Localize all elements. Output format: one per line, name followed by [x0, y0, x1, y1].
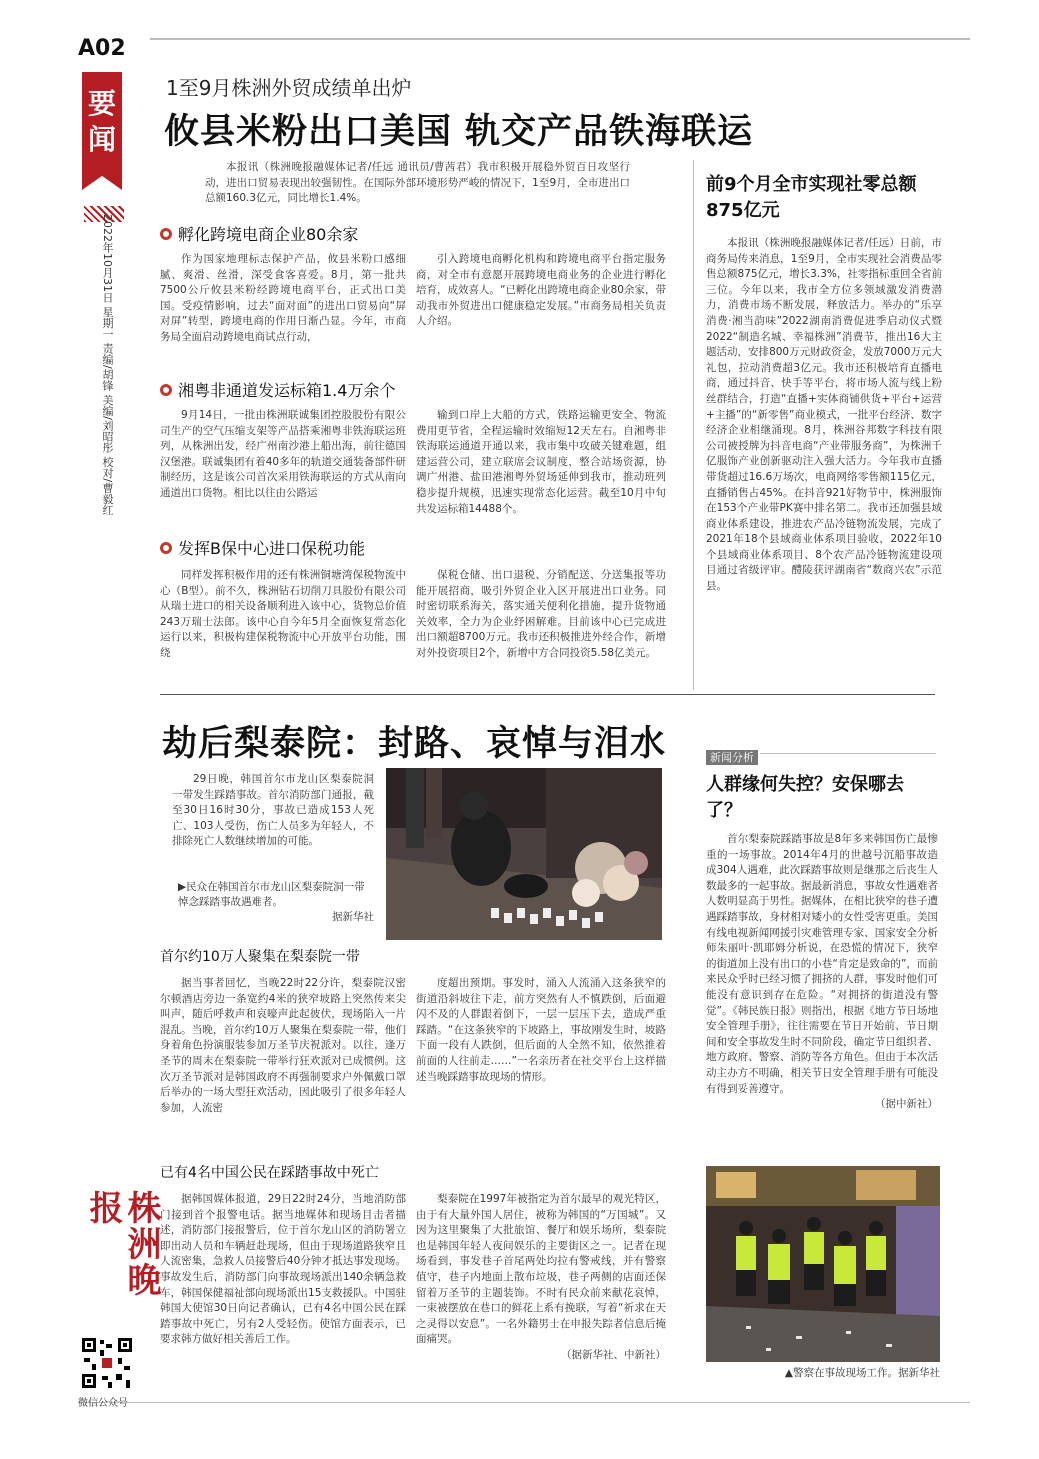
mourners-photo	[386, 768, 662, 940]
story1-subhead-2: 湘粤非通道发运标箱1.4万余个	[160, 378, 395, 401]
story1-sec1-col2: 引入跨境电商孵化机构和跨境电商平台指定服务商，对全市有意愿开展跨境电商业务的企业进行孵化培育，成效喜人。“已孵化出跨境电商企业80余家，带动我市外贸进出口健康稳定发展。”市商务局相关负责人介绍。	[416, 253, 666, 328]
story2-sec1-col1: 据当事者回忆，当晚22时22分许，梨泰院汉密尔顿酒店旁边一条宽约4米的狭窄坡路上突然传来尖叫声，随后呼救声和哀嚎声此起彼伏，现场陷入一片混乱。当晚，首尔约10万人聚集在梨泰院一带，他们身着角色扮演服装参加万圣节庆祝派对。以往，逢万圣节的周末在梨泰院一带举行狂欢派对已成惯例。这次万圣节派对是韩国政府不再强制要求户外佩戴口罩后举办的一场大型狂欢活动，因此吸引了很多年轻人参加，人流密	[160, 977, 406, 1114]
side2-body: 首尔梨泰院踩踏事故是8年多来韩国伤亡最惨重的一场事故。2014年4月的世越号沉船事故造成304人遇难，此次踩踏事故则是继那之后丧生人数最多的一起事故。据最新消息，事故女性遇难者人数明显高于男性。据媒体，在相比狭窄的巷子遭遇踩踏事故，身材相对矮小的女性受害更重。美国有线电视新闻网援引灾难管理专家、国家安全分析师朱丽叶·凯耶姆分析说，在恐慌的情况下，狭窄的街道加上没有出口的小巷“肯定是致命的”，而前来民众乎时已经习惯了拥挤的人群，事发时他们可能没有意识到存在危险。“对拥挤的街道没有警觉”。《韩民族日报》则指出，根据《地方节日场地安全管理手册》，往往需要在节日开始前、节日期间和安全事故发生时不同阶段，确定节日组织者、地方政府、警察、消防等各方角色。但由于本次活动主办方不明确，相关节日安全管理手册有可能没有得到妥善遵守。 （据中新社）	[706, 832, 938, 1113]
story2-subhead-2: 已有4名中国公民在踩踏事故中死亡	[160, 1165, 379, 1181]
story2-credit: （据新华社、中新社）	[561, 1348, 666, 1361]
story1-sec3-col2: 保税仓储、出口退税、分销配送、分送集报等功能开展招商，吸引外贸企业入区开展进出口业务。同时密切联系海关，落实通关便利化措施，提升货物通关效率，全力为企业纾困解难。目前该中心已完成进出口额超8700万元。我市还积极推进外经合作，新增对外投资项目2个，新增中方合同投资5.58亿美元。	[416, 569, 666, 659]
side2-photo-caption: ▲警察在事故现场工作。据新华社	[784, 1367, 940, 1379]
qr-code-icon[interactable]	[80, 1336, 134, 1390]
police-photo	[706, 1166, 940, 1362]
side1-body: 本报讯（株洲晚报融媒体记者/任远）日前，市商务局传来消息，1至9月，全市实现社会消费品零售总额875亿元，增长3.3%，社零指标重回全省前三位。今年以来，我市全方位多领域激发消费潜力，消费市场不断发展，释放活力。举办的“乐享消费·湘当韵味”2022湖南消费促进季启动仪式暨2022“制造名城、幸福株洲”消费节，推出16大主题活动，安排800万元财政资金，发放7000万元大礼包，拉动消费超3亿元。我市还积极培育直播电商，通过抖音、快手等平台，将市场人流与线上粉丝群结合，打造“直播+实体商铺供货+平台+运营+主播”的“新零售”商业模式，一批平台经济、数字经济企业相继涌现。8月，株洲谷邦数字科技有限公司被授牌为抖音电商“产业带服务商”，为株洲千亿服饰产业创新驱动注入强大活力。今年我市直播带货超过16.6万场次，电商网络零售额115亿元，直播销售占45%。在抖音921好物节中，株洲服饰在153个产业带PK赛中排名第二。我市还加强县域商业体系建设，推进农产品冷链物流发展，完成了2021年18个县域商业体系项目验收，2022年10个县域商业体系项目、8个农产品冷链物流建设项目通过省级评审。醴陵获评湖南省“数商兴农”示范县。	[706, 237, 942, 593]
story2-sec2-col2: 梨泰院在1997年被指定为首尔最早的观光特区，由于有大量外国人居住，被称为韩国的“万国城”。又因为这里聚集了大批旅馆、餐厅和娱乐场所，梨泰院也是韩国年轻人夜间娱乐的主要街区之一。记者在现场看到，事发巷子首尾两处均拉有警戒线，并有警察值守，巷子内地面上散布垃圾，巷子两侧的店面还保留着万圣节的主题装饰。不时有民众前来献花哀悼，一束被摆放在巷口的鲜花上系有挽联，写着“祈求在天之灵得以安息”。一名外籍男士在申报失踪者信息后掩面痛哭。 （据新华社、中新社）	[416, 1192, 666, 1364]
story2-sec2-col1: 据韩国媒体报道，29日22时24分，当地消防部门接到首个报警电话。据当地媒体和现场目击者描述，消防部门接报警后，位于首尔龙山区的消防署立即出动人员和车辆赶赴现场，但由于现场道路狭窄且人流密集，急救人员接警后40分钟才抵达事发现场。事故发生后，消防部门向事故现场派出140余辆急救车，韩国保健福祉部向现场派出15支救援队。中国驻韩国大使馆30日向记者确认，已有4名中国公民在踩踏事故中死亡，另有2人受轻伤。使馆方面表示，已要求韩方做好相关善后工作。	[160, 1193, 406, 1346]
story2-headline: 劫后梨泰院：封路、哀悼与泪水	[162, 724, 667, 764]
section-label: 要闻	[87, 87, 116, 156]
side2-credit: （据中新社）	[875, 1098, 938, 1111]
story1-subhead-1: 孵化跨境电商企业80余家	[160, 222, 358, 245]
section-tab	[82, 72, 130, 202]
column-divider	[693, 160, 694, 690]
story1-sec1-col1: 作为国家地理标志保护产品，攸县米粉口感细腻、爽滑、丝滑，深受食客喜爱。8月，第一批共7500公斤攸县米粉经跨境电商平台，正式出口美国。受疫情影响，过去“面对面”的进出口贸易向“屏对屏”转型，跨境电商的作用日渐凸显。今年，市商务局全面启动跨境电商试点行动，	[160, 253, 406, 343]
top-rule	[150, 38, 970, 40]
page-number: A02	[78, 36, 126, 61]
news-analysis-tag: 新闻分析	[706, 746, 758, 765]
side2-title: 人群缘何失控？安保哪去了？	[706, 774, 904, 821]
story1-sec3-col1: 同样发挥积极作用的还有株洲铜塘湾保税物流中心（B型）。前不久，株洲钻石切削刀具股份有限公司从瑞士进口的相关设备顺利进入该中心，货物总价值243万瑞士法郎。该中心自今年5月全面恢复常态化运行以来，积极构建保税物流中心开放平台功能，围绕	[160, 569, 406, 659]
story2-lead: 29日晚，韩国首尔市龙山区梨泰院洞一带发生踩踏事故。首尔消防部门通报，截至30日16时30分，事故已造成153人死亡、103人受伤，伤亡人员多为年轻人，不排除死亡人数继续增加的可能。	[172, 773, 374, 848]
subhead-ring-icon	[160, 542, 172, 554]
bottom-rule	[78, 1402, 970, 1403]
tag-rule	[760, 753, 936, 754]
newspaper-logo: 株洲晚报	[83, 1190, 161, 1298]
story1-headline: 攸县米粉出口美国 轨交产品铁海联运	[164, 112, 754, 152]
subhead-ring-icon	[160, 384, 172, 396]
story1-subhead-3: 发挥B保中心进口保税功能	[160, 536, 365, 559]
subhead-ring-icon	[160, 228, 172, 240]
story2-photo-caption: ▶民众在韩国首尔市龙山区梨泰院洞一带悼念踩踏事故遇难者。 据新华社	[178, 881, 374, 923]
side1-title: 前9个月全市实现社零总额875亿元	[706, 174, 917, 221]
story2-sec1-col2: 度超出预期。事发时，涌入人流涌入这条狭窄的街道沿斜坡往下走，前方突然有人不慎跌倒，后面避闪不及的人群跟着倒下，一层一层压下去，造成严重踩踏。“在这条狭窄的下坡路上，事故刚发生时，坡路下面一段有人跌倒，但后面的人全然不知，依然推着前面的人往前走……”一名亲历者在社交平台上这样描述当晚踩踏事故现场的情形。	[416, 977, 666, 1083]
story1-sec2-col2: 输到口岸上大船的方式，铁路运输更安全、物流费用更节省，全程运输时效缩短12天左右。自湘粤非铁海联运通道开通以来，我市集中攻破关键难题，组建运营公司，建立联席会议制度，整合站场资源，协调广州港、盐田港湘粤外贸场延伸到我市，推动班列稳步提升规模，迅速实现常态化运营。截至10月中旬共发运标箱14488个。	[416, 409, 666, 515]
date-editor-line: 2022年10月31日 星期一 责编/胡锋 美编/刘昭彤 校对/曹毅红	[101, 214, 114, 516]
section-divider	[160, 694, 935, 695]
story1-lead: 本报讯（株洲晚报融媒体记者/任远 通讯员/曹茜君）我市积极开展稳外贸百日攻坚行动，进出口贸易表现出较强韧性。在国际外部环境形势严峻的情况下，1至9月，全市进出口总额160.3亿元，同比增长1.4%。	[205, 161, 630, 205]
story1-sec2-col1: 9月14日，一批由株洲联诚集团控股股份有限公司生产的空气压缩支架等产品搭乘湘粤非铁海联运班列，从株洲出发，经广州南沙港上船出海，前往德国汉堡港。联诚集团有着40多年的轨道交通装备部件研制经历，这是该公司首次采用铁海联运的方式从南向通道出口货物。相比以往由公路运	[160, 409, 406, 499]
qr-caption: 微信公众号	[78, 1398, 128, 1409]
story2-subhead-1: 首尔约10万人聚集在梨泰院一带	[160, 949, 360, 965]
story1-kicker: 1至9月株洲外贸成绩单出炉	[166, 76, 412, 100]
